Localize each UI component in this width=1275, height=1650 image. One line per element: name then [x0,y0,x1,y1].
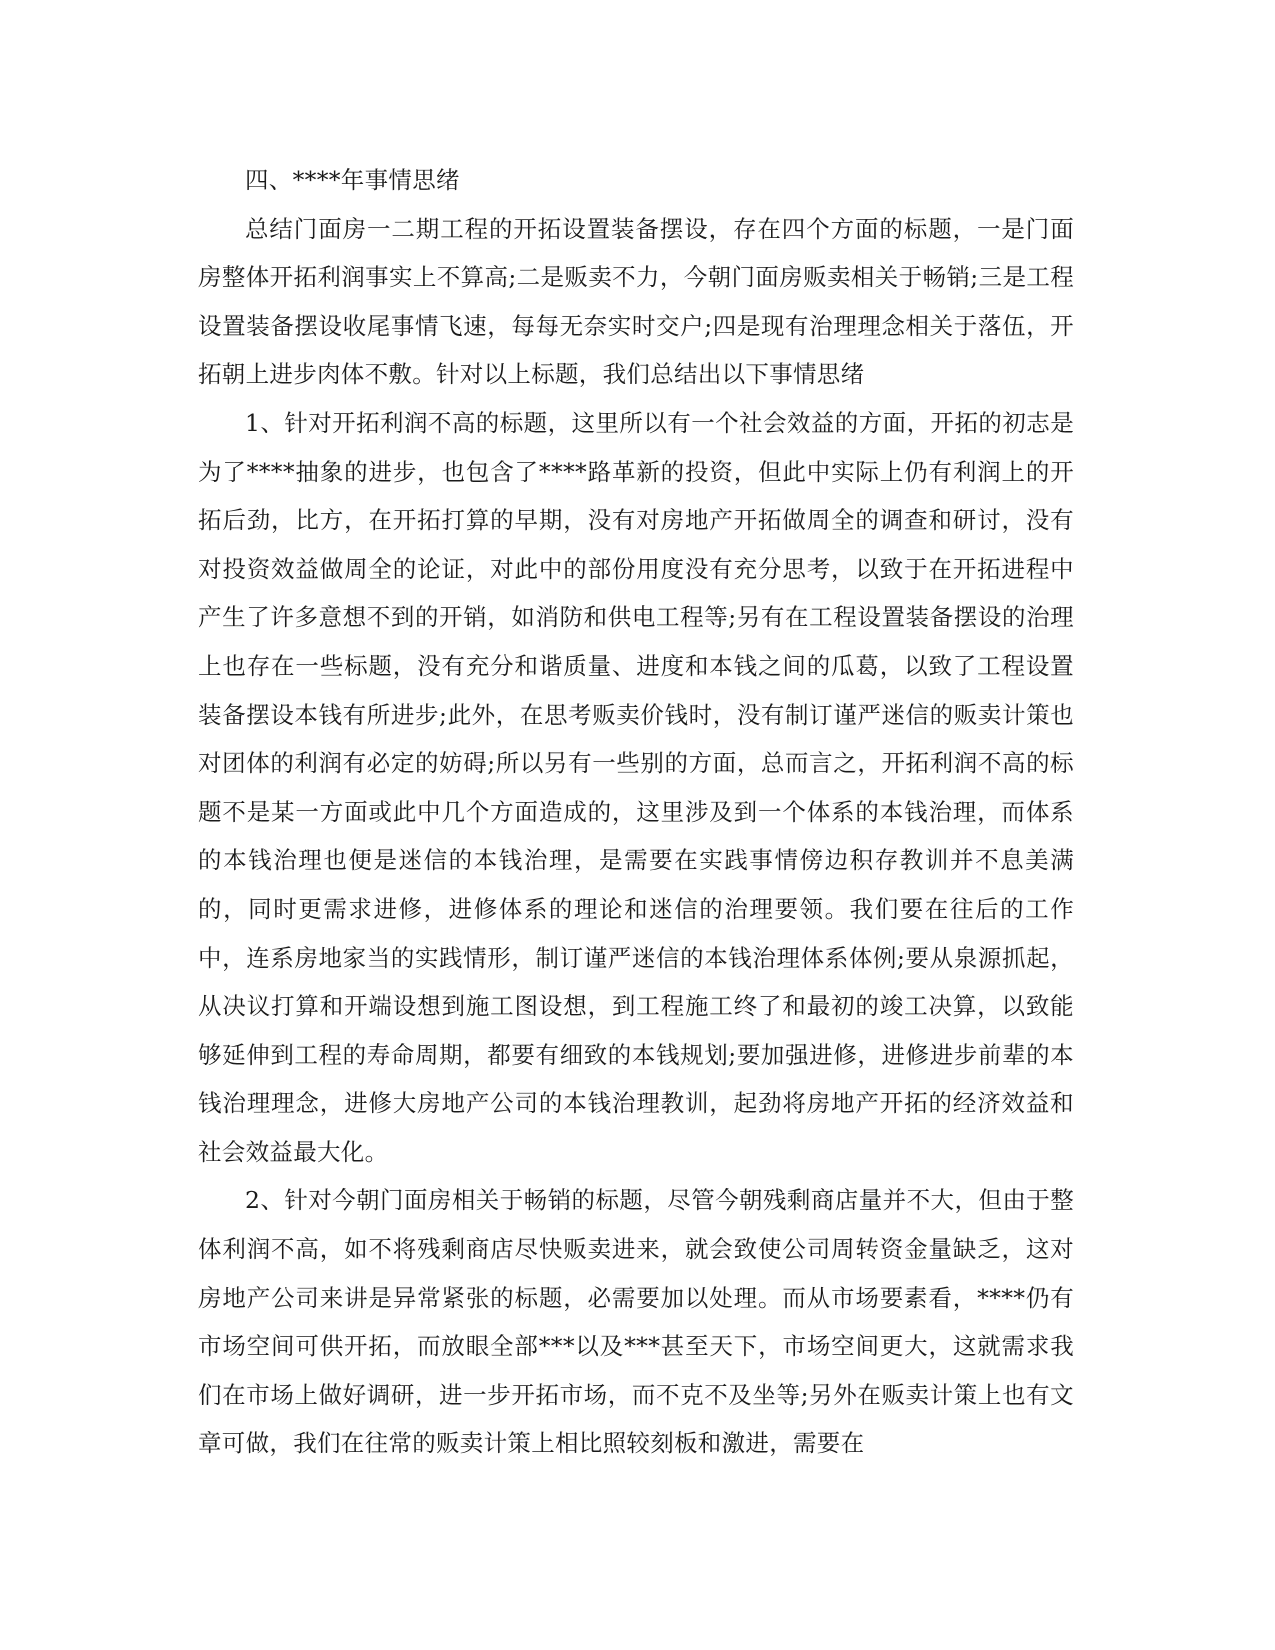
paragraph-summary: 总结门面房一二期工程的开拓设置装备摆设，存在四个方面的标题，一是门面房整体开拓利润事实上不算高;二是贩卖不力，今朝门面房贩卖相关于畅销;三是工程设置装备摆设收尾事情飞速，每每无奈实时交户;四是现有治理理念相关于落伍，开拓朝上进步肉体不敷。针对以上标题，我们总结出以下事情思绪 [198,214,1074,389]
section-heading: 四、****年事情思绪 [245,166,460,194]
document-body [198,156,1074,1468]
paragraph-point-1: 1、针对开拓利润不高的标题，这里所以有一个社会效益的方面，开拓的初志是为了****抽象的进步，也包含了****路革新的投资，但此中实际上仍有利润上的开拓后劲，比方，在开拓打算的早期，没有对房地产开拓做周全的调查和研讨，没有对投资效益做周全的论证，对此中的部份用度没有充分思考，以致于在开拓进程中产生了许多意想不到的开销，如消防和供电工程等;另有在工程设置装备摆设的治理上也存在一些标题，没有充分和谐质量、进度和本钱之间的瓜葛，以致了工程设置装备摆设本钱有所进步;此外，在思考贩卖价钱时，没有制订谨严迷信的贩卖计策也对团体的利润有必定的妨碍;所以另有一些别的方面，总而言之，开拓利润不高的标题不是某一方面或此中几个方面造成的，这里涉及到一个体系的本钱治理，而体系的本钱治理也便是迷信的本钱治理，是需要在实践事情傍边积存教训并不息美满的，同时更需求进修，进修体系的理论和迷信的治理要领。我们要在往后的工作中，连系房地家当的实践情形，制订谨严迷信的本钱治理体系体例;要从泉源抓起，从决议打算和开端设想到施工图设想，到工程施工终了和最初的竣工决算，以致能够延伸到工程的寿命周期，都要有细致的本钱规划;要加强进修，进修进步前辈的本钱治理理念，进修大房地产公司的本钱治理教训，起劲将房地产开拓的经济效益和社会效益最大化。 [198,408,1074,1166]
paragraph-point-2: 2、针对今朝门面房相关于畅销的标题，尽管今朝残剩商店量并不大，但由于整体利润不高，如不将残剩商店尽快贩卖进来，就会致使公司周转资金量缺乏，这对房地产公司来讲是异常紧张的标题，必需要加以处理。而从市场要素看，****仍有市场空间可供开拓，而放眼全部***以及***甚至天下，市场空间更大，这就需求我们在市场上做好调研，进一步开拓市场，而不克不及坐等;另外在贩卖计策上也有文章可做，我们在往常的贩卖计策上相比照较刻板和激进，需要在 [198,1186,1074,1458]
